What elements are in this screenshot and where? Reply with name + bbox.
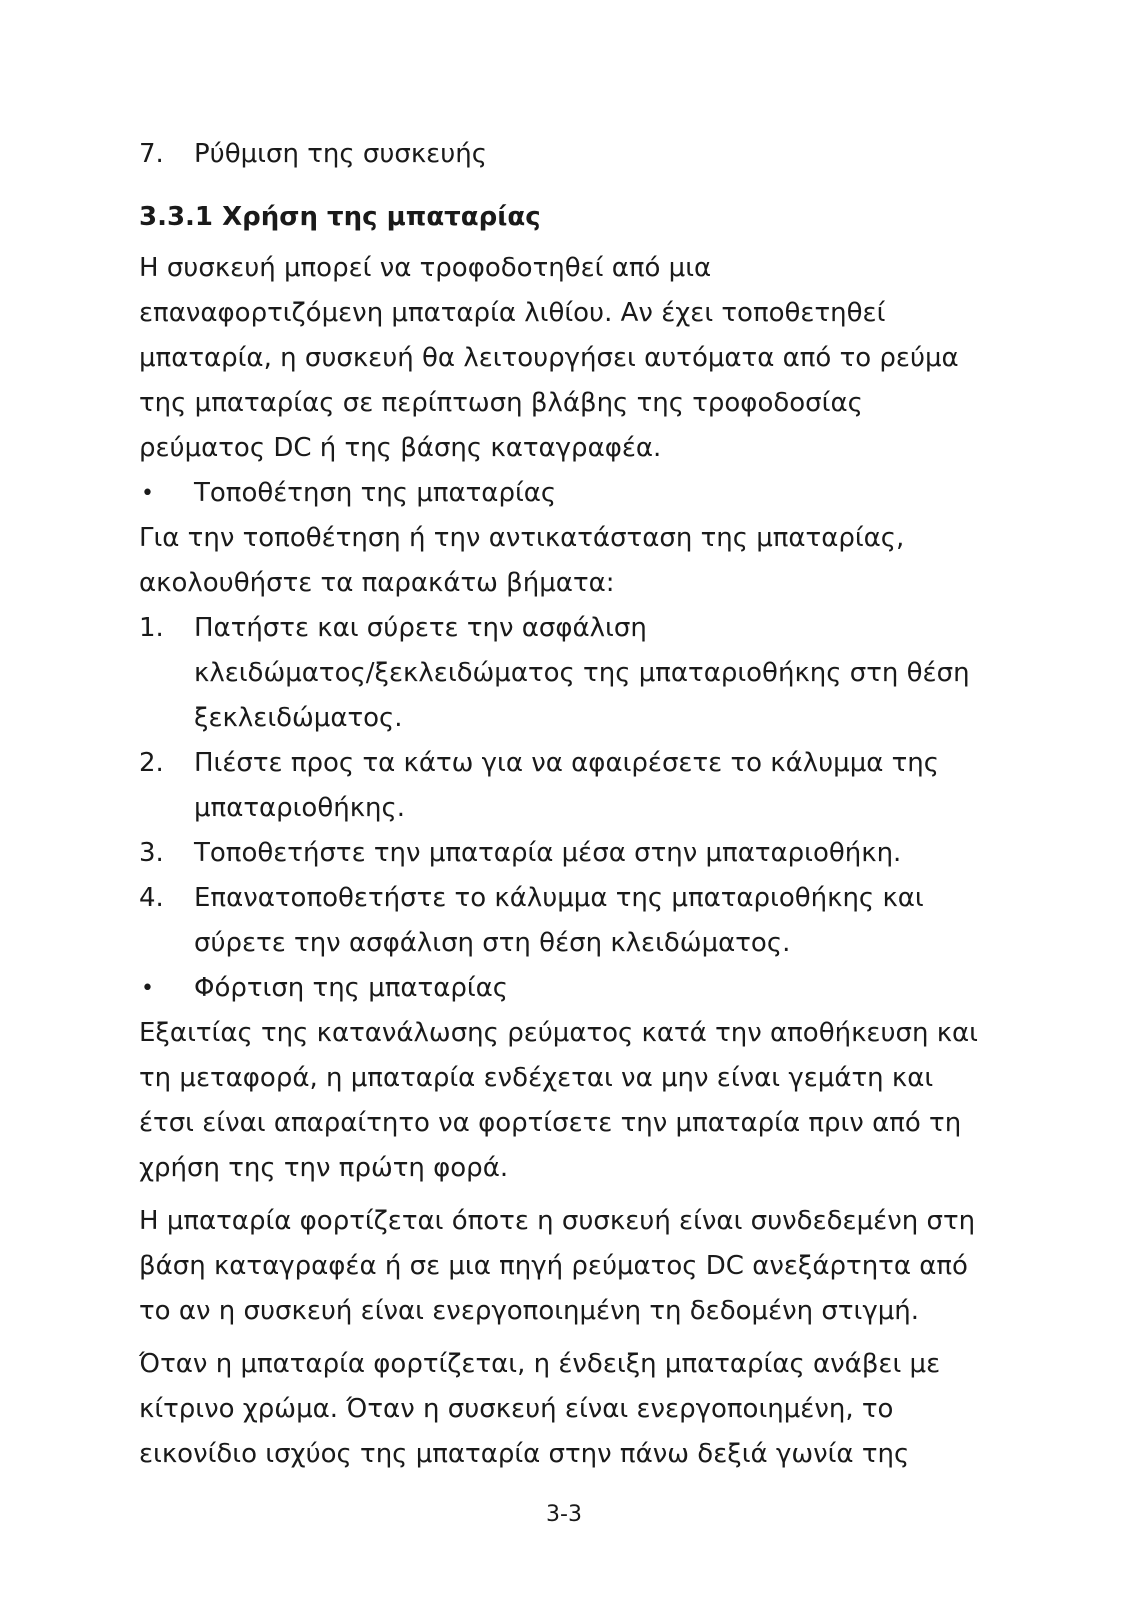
paragraph-line: κίτρινο χρώμα. Όταν η συσκευή είναι ενεργοποιημένη, το — [139, 1394, 894, 1424]
step-7-item — [139, 132, 999, 177]
paragraph-line: Η συσκευή μπορεί να τροφοδοτηθεί από μια — [139, 253, 712, 283]
charge-paragraph-3 — [139, 1342, 999, 1477]
paragraph-line: έτσι είναι απαραίτητο να φορτίσετε την μπαταρία πριν από τη — [139, 1108, 962, 1138]
step-number: 4. — [139, 883, 164, 913]
step-number: 3. — [139, 838, 164, 868]
paragraph-line: επαναφορτιζόμενη μπαταρία λιθίου. Αν έχει τοποθετηθεί — [139, 298, 886, 328]
paragraph-line: βάση καταγραφέα ή σε μια πηγή ρεύματος DC ανεξάρτητα από — [139, 1251, 968, 1281]
paragraph-line: ρεύματος DC ή της βάσης καταγραφέα. — [139, 433, 662, 463]
paragraph-line: εικονίδιο ισχύος της μπαταρία στην πάνω δεξιά γωνία της — [139, 1439, 910, 1469]
step-number: 2. — [139, 748, 164, 778]
paragraph-line: τη μεταφορά, η μπαταρία ενδέχεται να μην είναι γεμάτη και — [139, 1063, 934, 1093]
step-line: μπαταριοθήκης. — [194, 793, 406, 823]
paragraph-line: Όταν η μπαταρία φορτίζεται, η ένδειξη μπαταρίας ανάβει με — [139, 1349, 941, 1379]
step-2-item — [139, 741, 999, 831]
step-line: Τοποθετήστε την μπαταρία μέσα στην μπαταριοθήκη. — [194, 838, 902, 868]
charge-paragraph-2 — [139, 1199, 999, 1334]
install-intro-paragraph — [139, 516, 999, 606]
paragraph-line: Εξαιτίας της κατανάλωσης ρεύματος κατά την αποθήκευση και — [139, 1018, 978, 1048]
paragraph-line: το αν η συσκευή είναι ενεργοποιημένη τη δεδομένη στιγμή. — [139, 1296, 919, 1326]
step-line: σύρετε την ασφάλιση στη θέση κλειδώματος. — [194, 928, 791, 958]
paragraph-line: ακολουθήστε τα παρακάτω βήματα: — [139, 568, 615, 598]
bullet-icon: • — [141, 481, 154, 506]
paragraph-line: χρήση της την πρώτη φορά. — [139, 1153, 509, 1183]
paragraph-line: Για την τοποθέτηση ή την αντικατάσταση της μπαταρίας, — [139, 523, 905, 553]
step-3-item — [139, 831, 999, 876]
page-number: 3-3 — [546, 1502, 582, 1527]
intro-paragraph — [139, 246, 999, 471]
bullet-icon: • — [141, 976, 154, 1001]
document-page — [139, 132, 999, 1477]
paragraph-line: Η μπαταρία φορτίζεται όποτε η συσκευή είναι συνδεδεμένη στη — [139, 1206, 976, 1236]
bullet-text: Φόρτιση της μπαταρίας — [194, 973, 509, 1003]
paragraph-line: της μπαταρίας σε περίπτωση βλάβης της τροφοδοσίας — [139, 388, 863, 418]
bullet-item-install — [139, 471, 999, 516]
step-line: Επανατοποθετήστε το κάλυμμα της μπαταριοθήκης και — [194, 883, 924, 913]
step-text: Ρύθμιση της συσκευής — [194, 139, 488, 169]
paragraph-line: μπαταρία, η συσκευή θα λειτουργήσει αυτόματα από το ρεύμα — [139, 343, 959, 373]
step-1-item — [139, 606, 999, 741]
step-number: 7. — [139, 139, 164, 169]
section-heading: 3.3.1 Χρήση της μπαταρίας — [139, 202, 541, 232]
step-line: Πιέστε προς τα κάτω για να αφαιρέσετε το κάλυμμα της — [194, 748, 940, 778]
step-line: Πατήστε και σύρετε την ασφάλιση — [194, 613, 647, 643]
charge-paragraph-1 — [139, 1011, 999, 1191]
step-number: 1. — [139, 613, 164, 643]
step-4-item — [139, 876, 999, 966]
bullet-text: Τοποθέτηση της μπαταρίας — [194, 478, 557, 508]
bullet-item-charge — [139, 966, 999, 1011]
step-line: ξεκλειδώματος. — [194, 703, 403, 733]
step-line: κλειδώματος/ξεκλειδώματος της μπαταριοθήκης στη θέση — [194, 658, 970, 688]
